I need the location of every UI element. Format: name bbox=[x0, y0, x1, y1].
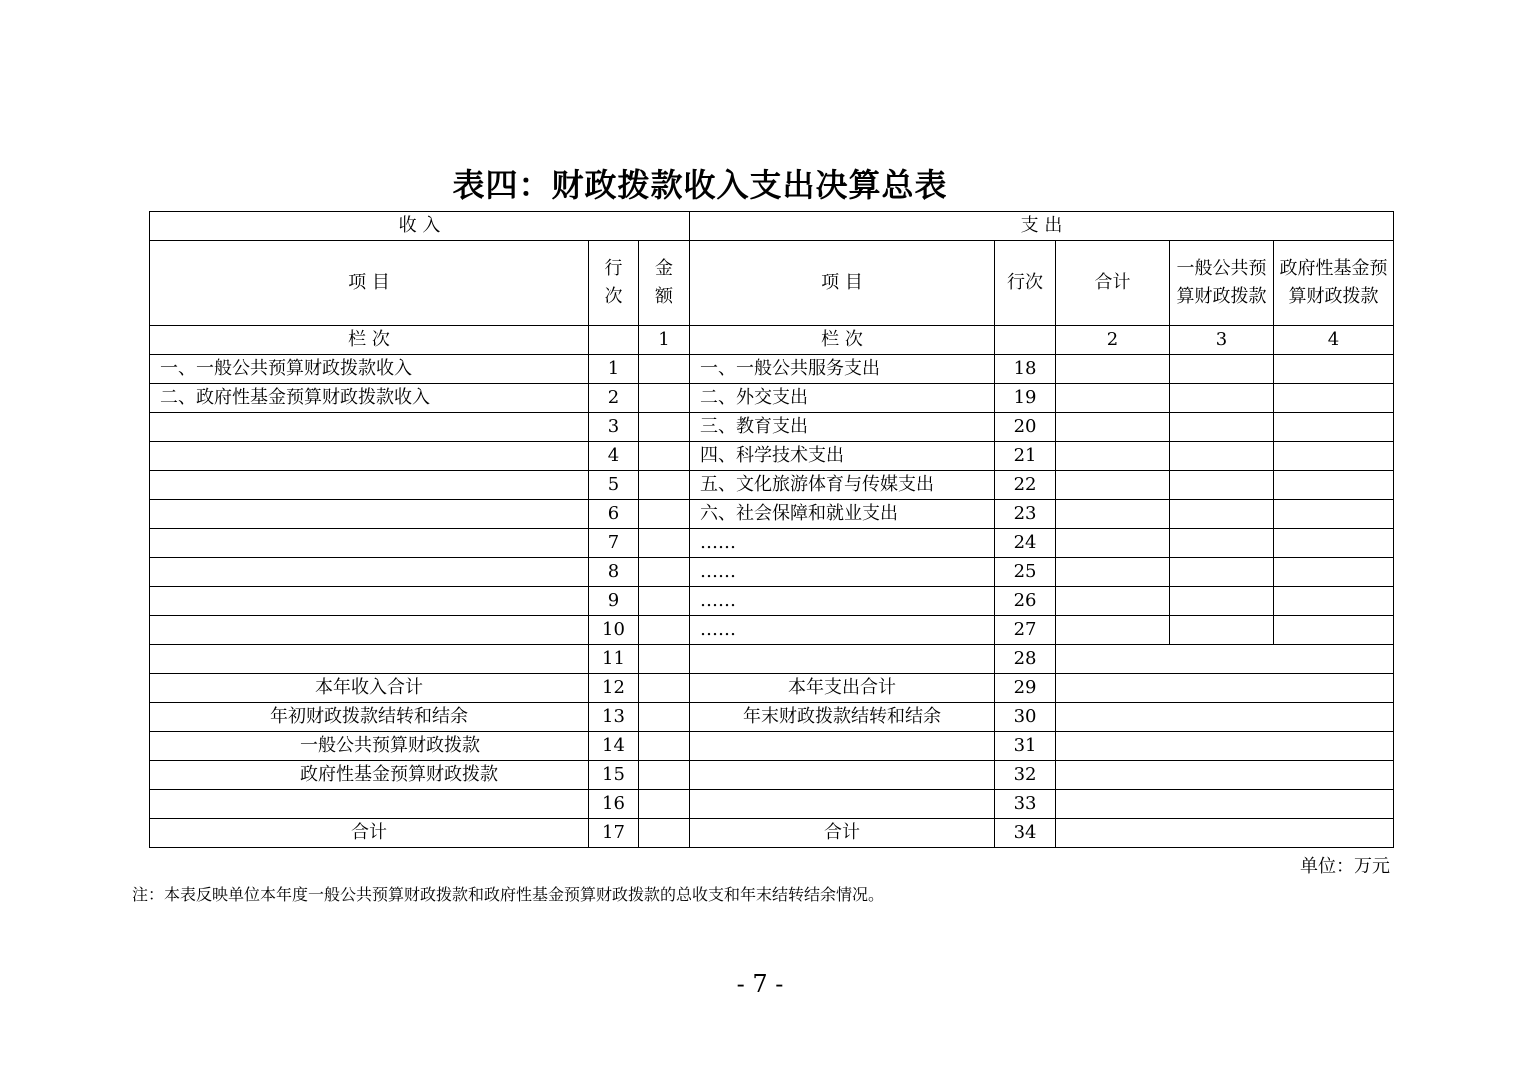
expense-item: 六、社会保障和就业支出 bbox=[690, 500, 995, 529]
expense-general-budget bbox=[1170, 413, 1274, 442]
expense-general-budget bbox=[1170, 558, 1274, 587]
table-row bbox=[150, 442, 1394, 471]
table-row bbox=[150, 558, 1394, 587]
expense-gov-fund-budget bbox=[1274, 529, 1394, 558]
expense-amount-merged bbox=[1056, 819, 1394, 848]
expense-total bbox=[1056, 384, 1170, 413]
summary-row bbox=[150, 732, 1394, 761]
expense-gov-fund-budget bbox=[1274, 616, 1394, 645]
income-item: 本年收入合计 bbox=[150, 674, 589, 703]
summary-row bbox=[150, 790, 1394, 819]
expense-general-budget bbox=[1170, 529, 1274, 558]
col-empty bbox=[589, 326, 639, 355]
expense-row-no: 29 bbox=[995, 674, 1056, 703]
income-row-no: 6 bbox=[589, 500, 639, 529]
income-amount bbox=[639, 616, 690, 645]
expense-item-header: 项 目 bbox=[690, 241, 995, 326]
expense-row-no: 24 bbox=[995, 529, 1056, 558]
summary-row bbox=[150, 674, 1394, 703]
expense-gov-fund-budget bbox=[1274, 384, 1394, 413]
table-row bbox=[150, 471, 1394, 500]
income-row-no: 11 bbox=[589, 645, 639, 674]
expense-row-no: 23 bbox=[995, 500, 1056, 529]
expense-total bbox=[1056, 500, 1170, 529]
income-row-no: 16 bbox=[589, 790, 639, 819]
income-amount bbox=[639, 587, 690, 616]
summary-row bbox=[150, 819, 1394, 848]
income-row-no: 13 bbox=[589, 703, 639, 732]
expense-row-no: 31 bbox=[995, 732, 1056, 761]
expense-row-no: 22 bbox=[995, 471, 1056, 500]
income-row-no: 4 bbox=[589, 442, 639, 471]
expense-row-no: 21 bbox=[995, 442, 1056, 471]
col-amount-number: 1 bbox=[639, 326, 690, 355]
income-row-no: 17 bbox=[589, 819, 639, 848]
expense-item: 年末财政拨款结转和结余 bbox=[690, 703, 995, 732]
income-amount bbox=[639, 703, 690, 732]
gov-fund-budget-header: 政府性基金预算财政拨款 bbox=[1274, 241, 1394, 326]
summary-row bbox=[150, 645, 1394, 674]
expense-amount-merged bbox=[1056, 790, 1394, 819]
expense-header: 支 出 bbox=[690, 212, 1394, 241]
income-item bbox=[150, 587, 589, 616]
income-row-no: 2 bbox=[589, 384, 639, 413]
expense-row-no: 28 bbox=[995, 645, 1056, 674]
table-row bbox=[150, 616, 1394, 645]
income-header: 收 入 bbox=[150, 212, 690, 241]
expense-item: 本年支出合计 bbox=[690, 674, 995, 703]
expense-gov-fund-budget bbox=[1274, 500, 1394, 529]
header-row-1 bbox=[150, 212, 1394, 241]
expense-general-budget bbox=[1170, 442, 1274, 471]
expense-gov-fund-budget bbox=[1274, 355, 1394, 384]
expense-total bbox=[1056, 471, 1170, 500]
expense-row-no: 25 bbox=[995, 558, 1056, 587]
income-amount bbox=[639, 500, 690, 529]
expense-general-budget bbox=[1170, 587, 1274, 616]
expense-total bbox=[1056, 529, 1170, 558]
expense-item: 合计 bbox=[690, 819, 995, 848]
general-budget-header: 一般公共预算财政拨款 bbox=[1170, 241, 1274, 326]
income-amount bbox=[639, 819, 690, 848]
expense-item bbox=[690, 790, 995, 819]
summary-row bbox=[150, 703, 1394, 732]
expense-row-no: 34 bbox=[995, 819, 1056, 848]
expense-item bbox=[690, 645, 995, 674]
expense-gov-fund-budget bbox=[1274, 413, 1394, 442]
table-row bbox=[150, 355, 1394, 384]
income-row-no: 1 bbox=[589, 355, 639, 384]
expense-row-no: 20 bbox=[995, 413, 1056, 442]
income-amount bbox=[639, 355, 690, 384]
expense-general-budget bbox=[1170, 616, 1274, 645]
page-number: - 7 - bbox=[736, 970, 784, 998]
income-row-no: 14 bbox=[589, 732, 639, 761]
income-row-no: 5 bbox=[589, 471, 639, 500]
unit-label: 单位：万元 bbox=[1300, 856, 1390, 877]
income-amount bbox=[639, 413, 690, 442]
table-note: 注：本表反映单位本年度一般公共预算财政拨款和政府性基金预算财政拨款的总收支和年末结转结余情况。 bbox=[132, 885, 885, 904]
expense-gov-fund-budget bbox=[1274, 558, 1394, 587]
income-row-no-header: 行 次 bbox=[589, 241, 639, 326]
header-row-2 bbox=[150, 241, 1394, 326]
expense-item bbox=[690, 761, 995, 790]
expense-item: 一、一般公共服务支出 bbox=[690, 355, 995, 384]
expense-total bbox=[1056, 616, 1170, 645]
expense-amount-merged bbox=[1056, 761, 1394, 790]
col-empty bbox=[995, 326, 1056, 355]
expense-row-no-header: 行次 bbox=[995, 241, 1056, 326]
table-row bbox=[150, 500, 1394, 529]
income-amount bbox=[639, 558, 690, 587]
expense-item: 二、外交支出 bbox=[690, 384, 995, 413]
table-row bbox=[150, 587, 1394, 616]
expense-general-budget bbox=[1170, 355, 1274, 384]
expense-item: …… bbox=[690, 558, 995, 587]
expense-item bbox=[690, 732, 995, 761]
fiscal-allocation-table bbox=[149, 211, 1394, 848]
expense-row-no: 18 bbox=[995, 355, 1056, 384]
expense-total bbox=[1056, 558, 1170, 587]
expense-amount-merged bbox=[1056, 732, 1394, 761]
income-amount bbox=[639, 645, 690, 674]
col-number-3: 3 bbox=[1170, 326, 1274, 355]
income-item: 合计 bbox=[150, 819, 589, 848]
income-row-no: 8 bbox=[589, 558, 639, 587]
col-number-2: 2 bbox=[1056, 326, 1170, 355]
income-item bbox=[150, 529, 589, 558]
income-row-no: 10 bbox=[589, 616, 639, 645]
income-amount bbox=[639, 761, 690, 790]
income-item bbox=[150, 442, 589, 471]
expense-item: …… bbox=[690, 616, 995, 645]
income-row-no: 12 bbox=[589, 674, 639, 703]
income-item bbox=[150, 558, 589, 587]
expense-row-no: 19 bbox=[995, 384, 1056, 413]
total-header: 合计 bbox=[1056, 241, 1170, 326]
col-label-left: 栏 次 bbox=[150, 326, 589, 355]
expense-gov-fund-budget bbox=[1274, 442, 1394, 471]
income-row-no: 3 bbox=[589, 413, 639, 442]
table-row bbox=[150, 384, 1394, 413]
expense-total bbox=[1056, 587, 1170, 616]
income-item-header: 项 目 bbox=[150, 241, 589, 326]
income-item: 一、一般公共预算财政拨款收入 bbox=[150, 355, 589, 384]
income-amount bbox=[639, 384, 690, 413]
income-item bbox=[150, 616, 589, 645]
income-item: 二、政府性基金预算财政拨款收入 bbox=[150, 384, 589, 413]
expense-amount-merged bbox=[1056, 703, 1394, 732]
table-row bbox=[150, 529, 1394, 558]
table-title: 表四：财政拨款收入支出决算总表 bbox=[452, 166, 948, 204]
income-item: 年初财政拨款结转和结余 bbox=[150, 703, 589, 732]
income-item bbox=[150, 500, 589, 529]
income-item bbox=[150, 471, 589, 500]
income-amount bbox=[639, 471, 690, 500]
income-row-no: 15 bbox=[589, 761, 639, 790]
income-item: 一般公共预算财政拨款 bbox=[150, 732, 589, 761]
income-item bbox=[150, 790, 589, 819]
expense-general-budget bbox=[1170, 471, 1274, 500]
expense-row-no: 30 bbox=[995, 703, 1056, 732]
income-item bbox=[150, 645, 589, 674]
col-number-4: 4 bbox=[1274, 326, 1394, 355]
expense-gov-fund-budget bbox=[1274, 587, 1394, 616]
expense-total bbox=[1056, 355, 1170, 384]
column-number-row bbox=[150, 326, 1394, 355]
expense-general-budget bbox=[1170, 384, 1274, 413]
income-amount bbox=[639, 732, 690, 761]
expense-item: 五、文化旅游体育与传媒支出 bbox=[690, 471, 995, 500]
expense-amount-merged bbox=[1056, 645, 1394, 674]
expense-row-no: 27 bbox=[995, 616, 1056, 645]
expense-item: 三、教育支出 bbox=[690, 413, 995, 442]
expense-item: …… bbox=[690, 529, 995, 558]
expense-general-budget bbox=[1170, 500, 1274, 529]
summary-row bbox=[150, 761, 1394, 790]
income-amount bbox=[639, 442, 690, 471]
income-amount bbox=[639, 529, 690, 558]
expense-total bbox=[1056, 413, 1170, 442]
col-label-right: 栏 次 bbox=[690, 326, 995, 355]
expense-row-no: 33 bbox=[995, 790, 1056, 819]
income-amount bbox=[639, 674, 690, 703]
income-row-no: 9 bbox=[589, 587, 639, 616]
amount-header: 金 额 bbox=[639, 241, 690, 326]
income-item: 政府性基金预算财政拨款 bbox=[150, 761, 589, 790]
expense-row-no: 32 bbox=[995, 761, 1056, 790]
expense-gov-fund-budget bbox=[1274, 471, 1394, 500]
expense-row-no: 26 bbox=[995, 587, 1056, 616]
income-row-no: 7 bbox=[589, 529, 639, 558]
income-amount bbox=[639, 790, 690, 819]
income-item bbox=[150, 413, 589, 442]
expense-item: …… bbox=[690, 587, 995, 616]
expense-amount-merged bbox=[1056, 674, 1394, 703]
expense-total bbox=[1056, 442, 1170, 471]
expense-item: 四、科学技术支出 bbox=[690, 442, 995, 471]
table-row bbox=[150, 413, 1394, 442]
